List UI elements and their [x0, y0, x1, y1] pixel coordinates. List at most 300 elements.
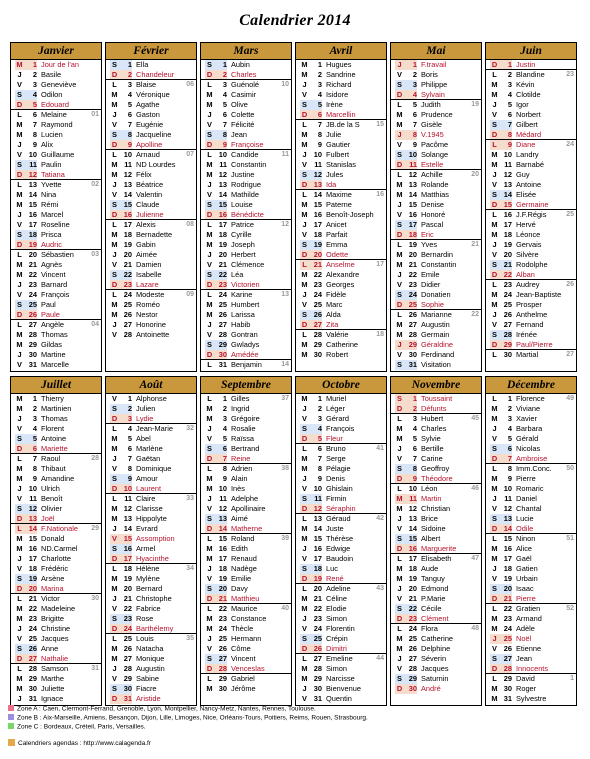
- saint-name: Boris: [421, 70, 438, 80]
- weekday-letter: M: [396, 574, 403, 584]
- weekday-letter: M: [396, 180, 403, 190]
- saint-name: Delphine: [421, 644, 451, 654]
- day-number: 26: [123, 310, 132, 320]
- saint-name: Gildas: [41, 340, 62, 350]
- weekday-letter: L: [397, 100, 402, 110]
- day-number: 5: [507, 100, 512, 110]
- day-number: 31: [28, 694, 37, 704]
- saint-name: Charles: [421, 424, 447, 434]
- day-number: 15: [119, 534, 132, 544]
- saint-name: Romaric: [516, 484, 544, 494]
- day-number: 2: [507, 404, 512, 414]
- saint-name: Hugues: [326, 60, 352, 69]
- day-number: 31: [313, 694, 322, 704]
- month-title: Novembre: [391, 377, 481, 394]
- saint-name: Antoinette: [136, 330, 170, 340]
- day-number: 24: [119, 624, 132, 634]
- weekday-letter: M: [491, 80, 498, 90]
- weekday-letter: S: [205, 130, 214, 140]
- day-number: 4: [32, 424, 37, 434]
- saint-name: Barthélemy: [136, 624, 174, 634]
- weekday-letter: M: [396, 260, 403, 270]
- saint-name: Agathe: [136, 100, 160, 110]
- day-number: 27: [123, 654, 132, 664]
- weekday-letter: L: [492, 604, 497, 614]
- week-number: 06: [186, 81, 194, 89]
- day-number: 15: [119, 200, 132, 210]
- day-row: [391, 220, 481, 230]
- saint-name: Maxime: [326, 190, 352, 200]
- day-number: 31: [119, 694, 132, 704]
- day-row: [296, 120, 386, 130]
- weekday-letter: S: [15, 434, 24, 444]
- day-number: 5: [222, 434, 227, 444]
- legend-zone-c-text: Zone C : Bordeaux, Créteil, Paris, Versailles.: [17, 723, 146, 731]
- saint-name: Modeste: [136, 290, 165, 300]
- weekday-letter: S: [490, 260, 499, 270]
- weekday-letter: L: [397, 310, 402, 320]
- weekday-letter: V: [112, 394, 117, 403]
- weekday-letter: D: [491, 454, 498, 464]
- day-number: 11: [314, 160, 322, 170]
- weekday-letter: M: [396, 110, 403, 120]
- weekday-letter: S: [15, 574, 24, 584]
- weekday-letter: M: [111, 100, 118, 110]
- day-number: 23: [28, 280, 37, 290]
- day-row: [11, 110, 101, 120]
- saint-name: Hermann: [231, 634, 262, 644]
- saint-name: Dimitri: [326, 644, 347, 654]
- saint-name: Parfait: [326, 230, 348, 240]
- saint-name: Guénolé: [231, 80, 259, 90]
- weekday-letter: V: [397, 280, 402, 290]
- day-row: [296, 300, 386, 310]
- day-row: [201, 340, 291, 350]
- weekday-letter: M: [301, 594, 308, 604]
- saint-name: Didier: [421, 280, 441, 290]
- title-wrap: [0, 12, 590, 30]
- footer-text[interactable]: Calendriers agendas : http://www.calagenda.fr: [18, 740, 151, 747]
- day-row: [486, 330, 576, 340]
- weekday-letter: S: [490, 120, 499, 130]
- day-number: 10: [218, 150, 227, 160]
- weekday-letter: L: [207, 604, 212, 614]
- weekday-letter: M: [16, 260, 23, 270]
- saint-name: Samson: [41, 664, 69, 674]
- saint-name: François: [326, 424, 355, 434]
- day-row: [106, 424, 196, 434]
- day-number: 20: [218, 250, 227, 260]
- week-number: 34: [186, 565, 194, 573]
- day-row: [201, 190, 291, 200]
- day-number: 9: [317, 140, 322, 150]
- day-row: [486, 150, 576, 160]
- month-panel: [10, 376, 102, 706]
- day-row: [391, 190, 481, 200]
- day-number: 24: [218, 290, 227, 300]
- day-row: [296, 160, 386, 170]
- weekday-letter: M: [491, 290, 498, 300]
- day-row: [106, 464, 196, 474]
- day-number: 11: [124, 494, 132, 504]
- day-number: 17: [313, 220, 322, 230]
- day-row: [11, 524, 101, 534]
- day-row: [11, 514, 101, 524]
- saint-name: Basile: [41, 70, 62, 80]
- weekday-letter: M: [16, 330, 23, 340]
- day-row: [201, 514, 291, 524]
- day-row: [296, 310, 386, 320]
- day-row: [391, 180, 481, 190]
- day-number: 10: [408, 484, 417, 494]
- day-number: 8: [214, 130, 227, 140]
- saint-name: Quentin: [326, 694, 352, 704]
- day-row: [296, 350, 386, 360]
- day-number: 4: [507, 90, 512, 100]
- saint-name: Clémence: [231, 260, 265, 270]
- day-number: 7: [412, 120, 417, 130]
- day-number: 8: [317, 130, 322, 140]
- day-row: [106, 674, 196, 684]
- weekday-letter: M: [396, 564, 403, 574]
- week-number: 44: [376, 655, 384, 663]
- weekday-letter: S: [490, 444, 499, 454]
- saint-name: Geoffroy: [421, 464, 450, 474]
- month-days: [391, 60, 481, 372]
- day-number: 18: [503, 564, 512, 574]
- weekday-letter: D: [491, 200, 498, 210]
- weekday-letter: V: [397, 594, 402, 604]
- saint-name: Adelphe: [231, 494, 259, 504]
- saint-name: Rémi: [41, 200, 59, 210]
- day-number: 3: [222, 80, 227, 90]
- day-number: 16: [503, 210, 512, 220]
- weekday-letter: D: [396, 614, 403, 624]
- day-row: [486, 694, 576, 704]
- weekday-letter: L: [490, 140, 499, 150]
- day-number: 18: [123, 230, 132, 240]
- day-row: [391, 130, 481, 140]
- saint-name: Blaise: [136, 80, 157, 90]
- saint-name: Clotilde: [516, 90, 541, 100]
- weekday-letter: D: [491, 340, 498, 350]
- day-row: [296, 434, 386, 444]
- weekday-letter: M: [491, 414, 498, 424]
- saint-name: Visitation: [421, 360, 451, 370]
- saint-name: Martin: [421, 494, 442, 504]
- saint-name: Ferdinand: [421, 350, 455, 360]
- saint-name: Jean: [231, 130, 248, 140]
- day-row: [391, 70, 481, 80]
- saint-name: Martinien: [41, 404, 72, 414]
- day-number: 17: [404, 220, 417, 230]
- day-row: [486, 110, 576, 120]
- saint-name: Paul/Pierre: [516, 340, 553, 350]
- saint-name: Prudence: [421, 110, 453, 120]
- day-number: 27: [408, 654, 417, 664]
- day-row: [201, 594, 291, 604]
- day-number: 26: [218, 644, 227, 654]
- day-number: 26: [123, 644, 132, 654]
- weekday-letter: V: [397, 454, 402, 464]
- day-row: [106, 110, 196, 120]
- saint-name: Gontran: [231, 330, 258, 340]
- weekday-letter: M: [491, 544, 498, 554]
- saint-name: Lucie: [516, 514, 534, 524]
- saint-name: Constantin: [231, 160, 267, 170]
- day-row: [106, 484, 196, 494]
- weekday-letter: D: [16, 310, 23, 320]
- day-number: 8: [222, 464, 227, 474]
- day-number: 29: [28, 674, 37, 684]
- weekday-letter: J: [302, 614, 307, 624]
- weekday-letter: M: [16, 604, 23, 614]
- saint-name: Bernardin: [421, 250, 454, 260]
- saint-name: Antoine: [41, 434, 67, 444]
- day-row: [391, 684, 481, 694]
- day-number: 18: [309, 564, 322, 574]
- week-number: 37: [281, 395, 289, 402]
- saint-name: Sylvestre: [516, 694, 547, 704]
- saint-name: Pascal: [421, 220, 444, 230]
- saint-name: Brigitte: [41, 614, 65, 624]
- saint-name: Sylvain: [421, 90, 445, 100]
- saint-name: Patrice: [231, 220, 255, 230]
- saint-name: Maurice: [231, 604, 258, 614]
- weekday-letter: J: [17, 210, 22, 220]
- day-number: 5: [24, 100, 37, 110]
- saint-name: Félicité: [231, 120, 255, 130]
- saint-name: Léa: [231, 270, 244, 280]
- weekday-letter: D: [396, 90, 403, 100]
- weekday-letter: J: [112, 594, 117, 604]
- weekday-letter: L: [17, 320, 22, 330]
- saint-name: Victorien: [231, 280, 260, 290]
- day-number: 21: [499, 260, 512, 270]
- saint-name: Renaud: [231, 554, 257, 564]
- day-number: 21: [218, 260, 227, 270]
- day-number: 26: [408, 310, 417, 320]
- saint-name: Anne: [41, 644, 59, 654]
- saint-name: Tatiana: [41, 170, 65, 180]
- saint-name: Inès: [231, 484, 245, 494]
- weekday-letter: M: [206, 484, 213, 494]
- day-row: [391, 160, 481, 170]
- weekday-letter: L: [397, 554, 402, 564]
- weekday-letter: D: [396, 300, 403, 310]
- weekday-letter: M: [301, 394, 308, 403]
- day-number: 15: [503, 534, 512, 544]
- day-number: 24: [404, 290, 417, 300]
- day-row: [391, 444, 481, 454]
- day-number: 19: [503, 574, 512, 584]
- day-row: [106, 614, 196, 624]
- saint-name: Flora: [421, 624, 438, 634]
- day-number: 28: [218, 330, 227, 340]
- weekday-letter: V: [302, 694, 307, 704]
- day-number: 24: [503, 624, 512, 634]
- day-row: [391, 404, 481, 414]
- saint-name: Matthieu: [231, 594, 260, 604]
- day-row: [391, 464, 481, 474]
- weekday-letter: M: [16, 684, 23, 694]
- day-row: [391, 250, 481, 260]
- saint-name: Madeleine: [41, 604, 76, 614]
- day-number: 27: [28, 320, 37, 330]
- weekday-letter: L: [112, 80, 117, 90]
- saint-name: Jérôme: [231, 684, 256, 694]
- day-number: 6: [507, 110, 512, 120]
- saint-name: Robert: [326, 350, 349, 360]
- saint-name: Luc: [326, 564, 338, 574]
- weekday-letter: D: [396, 160, 403, 170]
- day-number: 29: [218, 674, 227, 684]
- saint-name: Valentin: [136, 190, 163, 200]
- weekday-letter: J: [492, 494, 497, 504]
- month-panel: [390, 376, 482, 706]
- saint-name: Gwladys: [231, 340, 260, 350]
- weekday-letter: V: [492, 574, 497, 584]
- day-number: 8: [404, 130, 417, 140]
- week-number: 50: [566, 465, 574, 473]
- weekday-letter: M: [206, 474, 213, 484]
- day-number: 30: [408, 350, 417, 360]
- saint-name: Véronique: [136, 90, 170, 100]
- month-panel: [10, 42, 102, 372]
- day-number: 18: [218, 564, 227, 574]
- week-number: 14: [281, 361, 289, 369]
- saint-name: Gervais: [516, 240, 542, 250]
- day-row: [201, 634, 291, 644]
- saint-name: Jules: [326, 170, 344, 180]
- day-number: 18: [28, 564, 37, 574]
- day-row: [391, 150, 481, 160]
- weekday-letter: V: [492, 504, 497, 514]
- day-number: 16: [313, 210, 322, 220]
- day-number: 4: [222, 90, 227, 100]
- weekday-letter: S: [300, 564, 309, 574]
- day-number: 13: [214, 514, 227, 524]
- day-number: 15: [404, 534, 417, 544]
- day-row: [296, 674, 386, 684]
- day-number: 9: [499, 140, 512, 150]
- weekday-letter: L: [207, 674, 212, 684]
- saint-name: Edith: [231, 544, 248, 554]
- day-row: [391, 80, 481, 90]
- day-row: [486, 634, 576, 644]
- weekday-letter: J: [302, 220, 307, 230]
- day-row: [106, 624, 196, 634]
- weekday-letter: S: [110, 404, 119, 414]
- day-row: [201, 674, 291, 684]
- day-number: 13: [499, 514, 512, 524]
- saint-name: Constance: [231, 614, 267, 624]
- weekday-letter: D: [111, 484, 118, 494]
- weekday-letter: L: [397, 484, 402, 494]
- weekday-letter: V: [207, 574, 212, 584]
- saint-name: Jean-Baptiste: [516, 290, 562, 300]
- day-number: 10: [503, 150, 512, 160]
- day-number: 7: [127, 454, 132, 464]
- day-number: 1: [317, 394, 322, 403]
- day-number: 14: [214, 524, 227, 534]
- week-number: 13: [281, 291, 289, 299]
- day-row: [11, 340, 101, 350]
- saint-name: Apollinaire: [231, 504, 266, 514]
- day-number: 10: [503, 484, 512, 494]
- weekday-letter: S: [490, 190, 499, 200]
- day-row: [201, 260, 291, 270]
- saint-name: Hélène: [136, 564, 160, 574]
- weekday-letter: L: [17, 110, 22, 120]
- day-row: [296, 240, 386, 250]
- saint-name: Innocents: [516, 664, 549, 674]
- weekday-letter: L: [17, 594, 22, 604]
- day-row: [296, 524, 386, 534]
- day-row: [486, 140, 576, 150]
- day-row: [11, 160, 101, 170]
- weekday-letter: M: [111, 90, 118, 100]
- day-number: 5: [412, 100, 417, 110]
- weekday-letter: D: [301, 644, 308, 654]
- day-number: 6: [24, 444, 37, 454]
- saint-name: Félix: [136, 170, 152, 180]
- saint-name: Hubert: [421, 414, 444, 424]
- day-row: [11, 584, 101, 594]
- saint-name: Irénée: [516, 330, 537, 340]
- day-number: 22: [404, 604, 417, 614]
- weekday-letter: J: [302, 544, 307, 554]
- weekday-letter: D: [16, 584, 23, 594]
- day-row: [486, 684, 576, 694]
- weekday-letter: D: [16, 100, 23, 110]
- day-row: [486, 604, 576, 614]
- day-number: 10: [218, 484, 227, 494]
- day-number: 6: [127, 444, 132, 454]
- weekday-letter: M: [491, 624, 498, 634]
- day-row: [391, 554, 481, 564]
- saint-name: Angèle: [41, 320, 65, 330]
- day-number: 11: [504, 160, 512, 170]
- saint-name: Aude: [421, 564, 439, 574]
- weekday-letter: L: [17, 250, 22, 260]
- month-panel: [295, 376, 387, 706]
- day-number: 26: [218, 310, 227, 320]
- day-number: 2: [404, 404, 417, 414]
- saint-name: Marianne: [421, 310, 452, 320]
- day-row: [486, 60, 576, 70]
- weekday-letter: J: [207, 564, 212, 574]
- weekday-letter: J: [112, 320, 117, 330]
- weekday-letter: M: [16, 60, 23, 69]
- weekday-letter: V: [17, 290, 22, 300]
- saint-name: Fidèle: [326, 290, 347, 300]
- day-number: 9: [317, 474, 322, 484]
- saint-name: Honorine: [136, 320, 166, 330]
- month-title: Juillet: [11, 377, 101, 394]
- day-row: [296, 594, 386, 604]
- saint-name: Léon: [421, 484, 438, 494]
- day-number: 2: [32, 404, 37, 414]
- saint-name: Herbert: [231, 250, 256, 260]
- day-row: [391, 454, 481, 464]
- day-number: 27: [218, 320, 227, 330]
- day-row: [201, 494, 291, 504]
- day-row: [201, 554, 291, 564]
- day-row: [106, 394, 196, 404]
- day-row: [201, 624, 291, 634]
- day-number: 24: [28, 624, 37, 634]
